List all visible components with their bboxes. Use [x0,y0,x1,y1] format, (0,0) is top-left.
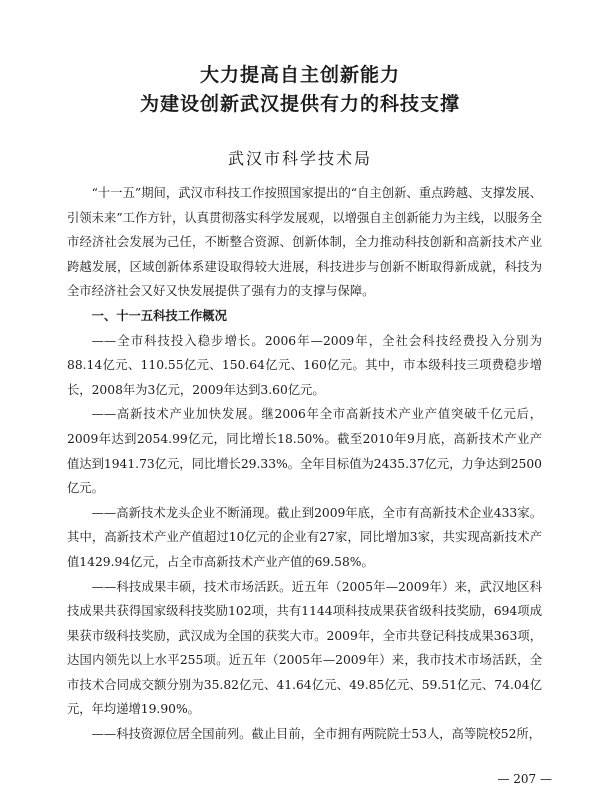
author: 武汉市科学技术局 [227,149,372,168]
document-body [67,181,542,747]
page-number: — 207 — [497,772,552,786]
paragraph-resources: ——科技资源位居全国前列。截止目前，全市拥有两院院士53人，高等院校52所， [91,727,541,742]
section-heading: 一、十一五科技工作概况 [91,307,227,323]
paragraph-leading-enterprises: ——高新技术龙头企业不断涌现。截止到2009年底，全市有高新技术企业433家。其中，高新技术产业产值超过10亿元的企业有27家，同比增加3家，共实现高新技术产值1429.94亿元，占全市高新技术产业产值的69.58%。 [67,505,542,569]
title-line-1: 大力提高自主创新能力 [199,64,400,86]
paragraph-investment: ——全市科技投入稳步增长。2006年—2009年，全社会科技经费投入分别为88.14亿元、110.55亿元、150.64亿元、160亿元。其中，市本级科技三项费稳步增长，2008年为3亿元，2009年达到3.60亿元。 [67,333,542,397]
intro-paragraph: “十一五”期间，武汉市科技工作按照国家提出的“自主创新、重点跨越、支撑发展、引领未来”工作方针，认真贯彻落实科学发展观，以增强自主创新能力为主线，以服务全市经济社会发展为己任，不断整合资源、创新体制，全力推动科技创新和高新技术产业跨越发展，区域创新体系建设取得较大进展，科技进步与创新不断取得新成就，科技为全市经济社会又好又快发展提供了强有力的支撑与保障。 [67,186,542,299]
title-line-2: 为建设创新武汉提供有力的科技支撑 [139,93,460,115]
paragraph-hightech-industry: ——高新技术产业加快发展。继2006年全市高新技术产业产值突破千亿元后，2009年达到2054.99亿元，同比增长18.50%。截至2010年9月底，高新技术产业产值达到1941.73亿元，同比增长29.33%。全年目标值为2435.37亿元，力争达到2500亿元。 [67,407,543,496]
paragraph-achievements: ——科技成果丰硕，技术市场活跃。近五年（2005年—2009年）来，武汉地区科技成果共获得国家级科技奖励102项，共有1144项科技成果获省级科技奖励，694项成果获市级科技奖励，武汉成为全国的获奖大市。2009年，全市共登记科技成果363项，达国内领先以上水平255项。近五年（2005年—2009年）来，我市技术市场活跃，全市技术合同成交额分别为35.82亿元、41.64亿元、49.85亿元、59.51亿元、74.04亿元，年均递增19.90%。 [67,579,542,717]
